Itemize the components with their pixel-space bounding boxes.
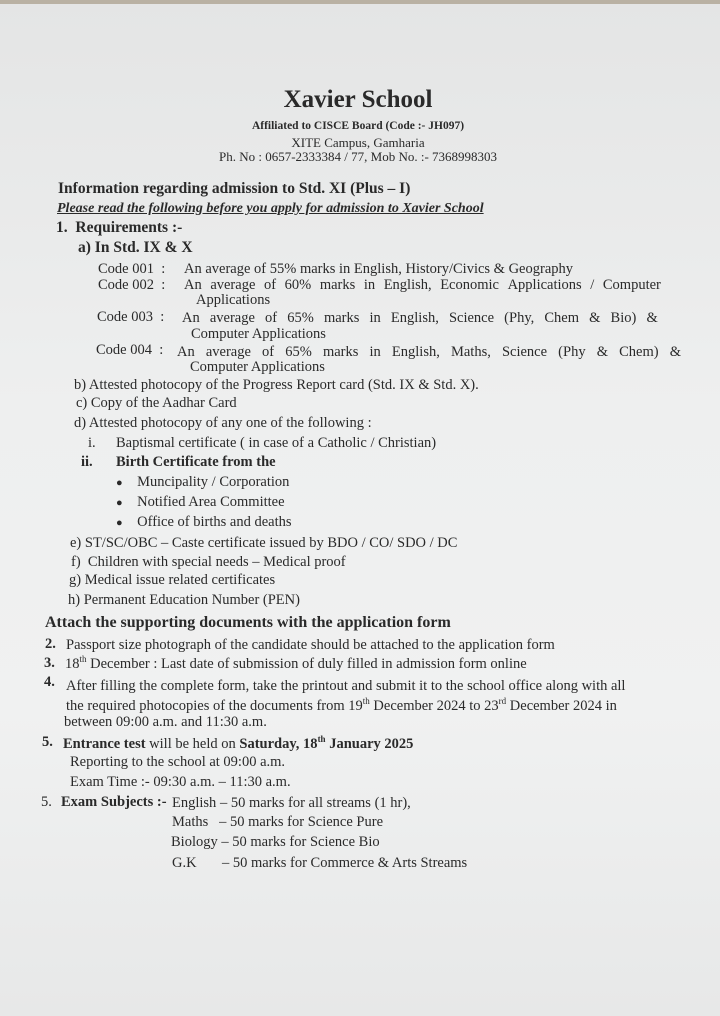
subject-detail: – 50 marks for Science Pure <box>219 814 384 830</box>
roman-ii-text: Birth Certificate from the <box>116 454 276 470</box>
item-5-text <box>63 736 413 753</box>
item-letter: b) <box>74 377 87 393</box>
item-4-line2-b: December 2024 to 23 <box>369 698 499 714</box>
item-3-sup: th <box>79 654 87 665</box>
bullet-text: Notified Area Committee <box>137 494 285 510</box>
code-separator: : <box>161 277 166 293</box>
bullet-icon: ● <box>116 517 123 529</box>
bullet-icon: ● <box>116 497 123 509</box>
code-requirement-cont: Applications <box>196 292 271 308</box>
std-ix-x-heading <box>78 239 193 257</box>
exam-time: Exam Time :- 09:30 a.m. – 11:30 a.m. <box>70 774 291 790</box>
bullet-item <box>116 514 292 531</box>
bullet-item <box>116 494 285 511</box>
item-5-sup: th <box>317 734 326 745</box>
phone-line: Ph. No : 0657-2333384 / 77, Mob No. :- 7368998303 <box>218 149 498 164</box>
requirement-g <box>69 572 275 589</box>
subject-row <box>172 855 467 872</box>
requirement-h <box>68 592 300 609</box>
bullet-icon: ● <box>116 477 123 489</box>
please-read-line: Please read the following before you apply for admission to Xavier School <box>57 201 484 216</box>
requirement-f <box>71 554 346 571</box>
campus-line: XITE Campus, Gamharia <box>291 135 425 150</box>
code-number: Code 004 <box>96 342 152 358</box>
code-requirement: An average of 55% marks in English, History/Civics & Geography <box>184 261 574 277</box>
item-4-sup2: rd <box>498 696 507 707</box>
code-requirement-cont: Computer Applications <box>191 326 326 342</box>
item-text: Attested photocopy of the Progress Report card (Std. IX & Std. X). <box>88 377 479 393</box>
subject-row <box>171 834 380 851</box>
item-5-lead: Entrance test <box>63 736 146 752</box>
code-number: Code 001 <box>98 261 154 277</box>
subject-detail: – 50 marks for all streams (1 hr), <box>219 795 411 811</box>
item-letter: d) <box>74 415 87 431</box>
item-letter: e) <box>70 535 82 551</box>
item-4-sup1: th <box>362 696 370 707</box>
item-letter: h) <box>68 592 81 608</box>
item-3-day: 18 <box>65 656 80 672</box>
exam-subjects-lead: Exam Subjects :- <box>61 794 167 810</box>
code-requirement: An average of 65% marks in English, Maths, Science (Phy & Chem) & <box>177 344 681 360</box>
code-requirement: An average of 65% marks in English, Science (Phy, Chem & Bio) & <box>182 310 658 326</box>
item-text: Permanent Education Number (PEN) <box>83 592 300 608</box>
paper-top-edge <box>0 0 720 4</box>
item-letter: f) <box>71 554 81 570</box>
requirement-d <box>74 415 372 432</box>
subject-name: Maths <box>172 814 209 830</box>
code-separator: : <box>161 261 166 277</box>
bullet-text: Office of births and deaths <box>137 514 292 530</box>
item-5-mid: will be held on <box>145 736 240 752</box>
requirement-c <box>76 395 237 412</box>
item-3-text <box>65 656 527 673</box>
item-4-line2 <box>66 698 617 715</box>
item-text: ST/SC/OBC – Caste certificate issued by BDO / CO/ SDO / DC <box>84 535 458 551</box>
subject-detail: – 50 marks for Commerce & Arts Streams <box>221 855 468 871</box>
item-5-num: 5. <box>42 734 53 750</box>
subject-row <box>172 814 383 831</box>
bullet-text: Muncipality / Corporation <box>137 474 290 490</box>
item-5-date: Saturday, 18 <box>239 736 318 752</box>
code-number: Code 002 <box>98 277 154 293</box>
item-6-num: 5. <box>41 794 52 810</box>
info-title: Information regarding admission to Std. XI (Plus – I) <box>58 180 411 197</box>
code-separator: : <box>160 309 165 325</box>
code-separator: : <box>159 342 164 358</box>
roman-i-text: Baptismal certificate ( in case of a Catholic / Christian) <box>116 435 437 451</box>
subject-name: English <box>172 795 217 811</box>
reporting-time: Reporting to the school at 09:00 a.m. <box>70 754 286 770</box>
item-text: Attested photocopy of any one of the following : <box>88 415 372 431</box>
item-4-num: 4. <box>44 674 55 690</box>
subject-name: G.K <box>172 855 197 871</box>
a-label: In Std. IX & X <box>94 239 193 256</box>
code-number: Code 003 <box>97 309 153 325</box>
subject-row <box>172 795 411 812</box>
item-text: Medical issue related certificates <box>84 572 276 588</box>
roman-ii-num: ii. <box>81 454 93 470</box>
code-requirement-cont: Computer Applications <box>190 359 325 375</box>
affiliation-line: Affiliated to CISCE Board (Code :- JH097) <box>251 120 465 132</box>
item-3-rest: December : Last date of submission of duly filled in admission form online <box>86 656 527 672</box>
item-4-line1: After filling the complete form, take the printout and submit it to the school office along with all <box>66 678 626 694</box>
attach-heading: Attach the supporting documents with the application form <box>45 614 451 631</box>
requirement-b <box>74 377 479 394</box>
code-label <box>98 261 165 278</box>
item-2-text: Passport size photograph of the candidate should be attached to the application form <box>66 637 555 653</box>
code-label <box>96 342 163 359</box>
item-text: Children with special needs – Medical proof <box>87 554 346 570</box>
item-letter: g) <box>69 572 82 588</box>
roman-i-num: i. <box>88 435 96 451</box>
code-label <box>98 277 165 294</box>
requirements-num: 1. <box>56 219 68 236</box>
code-label <box>97 309 164 326</box>
item-4-line2-a: the required photocopies of the documents from 19 <box>66 698 363 714</box>
subject-name: Biology <box>171 834 218 850</box>
item-5-date-b: January 2025 <box>325 736 414 752</box>
item-4-line3: between 09:00 a.m. and 11:30 a.m. <box>64 714 267 730</box>
requirements-heading <box>56 219 182 237</box>
school-name: Xavier School <box>283 86 433 113</box>
subject-detail: – 50 marks for Science Bio <box>221 834 380 850</box>
item-text: Copy of the Aadhar Card <box>90 395 237 411</box>
bullet-item <box>116 474 289 491</box>
item-letter: c) <box>76 395 88 411</box>
item-3-num: 3. <box>44 655 55 671</box>
a-letter: a) <box>78 239 91 256</box>
requirements-label: Requirements :- <box>75 219 183 236</box>
item-2-num: 2. <box>45 636 56 652</box>
requirement-e <box>70 535 457 552</box>
item-4-line2-c: December 2024 in <box>506 698 617 714</box>
code-requirement: An average of 60% marks in English, Economic Applications / Computer <box>184 277 661 293</box>
